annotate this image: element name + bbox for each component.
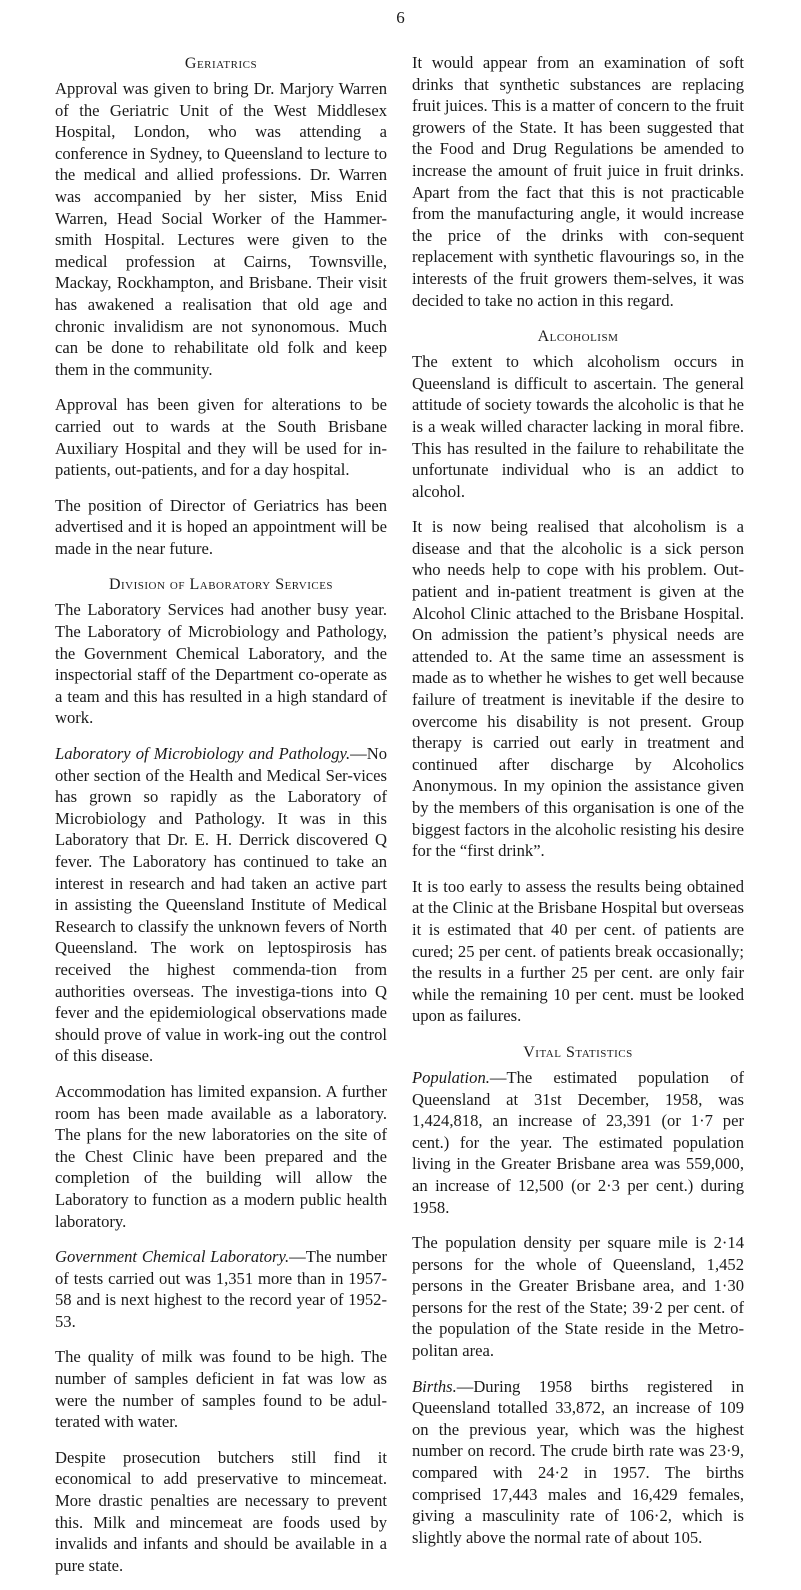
milk-paragraph: The quality of milk was found to be high. The number of samples deficient in fat was low as were the number of samples found to be adul-terated with water.: [55, 1347, 387, 1432]
population-paragraph: [412, 1067, 744, 1218]
alcoholism-paragraph-3: It is too early to assess the results being obtained at the Clinic at the Brisbane Hospital but overseas it is estimated that 40 per cent. of patients are cured; 25 per cent. of patients break occasionally; the results in a further 25 per cent. are only fair while the remaining 10 per cent. must be looked upon as failures.: [412, 876, 744, 1026]
alcoholism-heading: Alcoholism: [537, 328, 619, 346]
microbiology-lead: Laboratory of Microbiology and Pathology.: [55, 744, 351, 764]
alcoholism-paragraph-1: The extent to which alcoholism occurs in Queensland is difficult to ascertain. The general attitude of society towards the alcoholic is that he is a weak willed character lacking in moral fibre. This has resulted in the failure to rehabilitate the unfortunate individual who is an addict to alcohol.: [412, 352, 744, 501]
geriatrics-heading: Geriatrics: [184, 55, 258, 72]
laboratory-services-heading: Division of Laboratory Services: [108, 576, 334, 594]
soft-drinks-paragraph: It would appear from an examination of soft drinks that synthetic substances are replacing fruit juices. This is a matter of concern to the fruit growers of the State. It has been suggested that the Food and Drug Regulations be amended to increase the amount of fruit juice in fruit drinks. Apart from the fact that this is not practicable from the manufacturing angle, it would increase the price of the drinks with con-sequent replacement with synthetic flavourings so, in the interests of the fruit growers them-selves, it was decided to take no action in this regard.: [412, 53, 744, 310]
page-number: 6: [396, 8, 405, 27]
geriatrics-paragraph-1: Approval was given to bring Dr. Marjory Warren of the Geriatric Unit of the West Middlesex Hospital, London, who was attending a conference in Sydney, to Queensland to lecture to the medical and allied professions. Dr. Warren was accompanied by her sister, Miss Enid Warren, Head Social Worker of the Hammer-smith Hospital. Lectures were given to the medical profession at Cairns, Townsville, Mackay, Rockhampton, and Brisbane. Their visit has awakened a realisation that old age and chronic invalidism are not synonomous. Much can be done to rehabilitate old folk and keep them in the community.: [55, 79, 387, 379]
population-lead: Population.: [412, 1067, 490, 1087]
geriatrics-paragraph-3: The position of Director of Geriatrics has been advertised and it is hoped an appointment will be made in the near future.: [55, 495, 387, 558]
accommodation-paragraph: Accommodation has limited expansion. A further room has been made available as a laboratory. The plans for the new laboratories on the site of the Chest Clinic have been prepared and the completion of the building will allow the Laboratory to function as a modern public health laboratory.: [55, 1081, 387, 1231]
births-text: —During 1958 births registered in Queensland totalled 33,872, an increase of 109 on the previous year, which was the highest number on record. The crude birth rate was 23·9, compared with 24·2 in 1957. The births comprised 17,443 males and 16,429 females, giving a masculinity rate of 106·2, which is slightly above the normal rate of about 105.: [412, 1376, 744, 1547]
microbiology-text: —No other section of the Health and Medical Ser-vices has grown so rapidly as the Laboratory of Microbiology and Pathology. It was in this Laboratory that Dr. E. H. Derrick discovered Q fever. The Laboratory has continued to take an interest in research and had taken an active part in assisting the Queensland Institute of Medical Research to classify the unknown fevers of North Queensland. The work on leptospirosis has received the highest commenda-tion from authorities overseas. The investiga-tions into Q fever and the epidemiological observations made should prove of value in work-ing out the control of this disease.: [55, 744, 387, 1066]
density-paragraph: The population density per square mile is 2·14 persons for the whole of Queensland, 1,452 persons in the Greater Brisbane area, and 1·30 persons for the rest of the State; 39·2 per cent. of the population of the State reside in the Metro-politan area.: [412, 1233, 744, 1361]
births-lead: Births.: [412, 1376, 457, 1396]
births-paragraph: [412, 1376, 744, 1549]
chemical-lab-lead: Government Chemical Laboratory.: [55, 1247, 290, 1267]
vital-statistics-heading: Vital Statistics: [523, 1043, 633, 1061]
laboratory-paragraph-1: The Laboratory Services had another busy year. The Laboratory of Microbiology and Pathology, the Government Chemical Laboratory, and the inspectorial staff of the Department co-operate as a team and this has resulted in a high standard of work.: [55, 600, 387, 728]
alcoholism-paragraph-2: It is now being realised that alcoholism is a disease and that the alcoholic is a sick person who needs help to cope with his problem. Out-patient and in-patient treatment is given at the Alcohol Clinic attached to the Brisbane Hospital. On admission the patient’s physical needs are attended to. At the same time an assessment is made as to whether he wishes to get well because failure of treatment is inevitable if the desire to overcome his disability is not present. Group therapy is carried out early in treatment and continued after discharge by Alcoholics Anonymous. In my opinion the assistance given by the members of this organisation is one of the biggest factors in the alcoholic resisting his desire for the “first drink”.: [412, 517, 744, 861]
chemical-lab-text: —The number of tests carried out was 1,351 more than in 1957-58 and is next highest to the record year of 1952-53.: [55, 1247, 387, 1331]
chemical-lab-paragraph: [55, 1246, 387, 1332]
microbiology-paragraph: [55, 743, 387, 1067]
population-text: —The estimated population of Queensland at 31st December, 1958, was 1,424,818, an increase of 23,391 (or 1·7 per cent.) for the year. The estimated population living in the Greater Brisbane area was 559,000, an increase of 12,500 (or 2·3 per cent.) during 1958.: [412, 1067, 744, 1217]
geriatrics-paragraph-2: Approval has been given for alterations to be carried out to wards at the South Brisbane Auxiliary Hospital and they will be used for in-patients, out-patients, and for a day hospital.: [55, 395, 387, 480]
mincemeat-paragraph: Despite prosecution butchers still find it economical to add preservative to mincemeat. More drastic penalties are necessary to prevent this. Milk and mincemeat are foods used by invalids and infants and should be available in a pure state.: [55, 1447, 387, 1575]
right-column: [412, 52, 744, 1562]
left-column: [55, 52, 387, 1590]
